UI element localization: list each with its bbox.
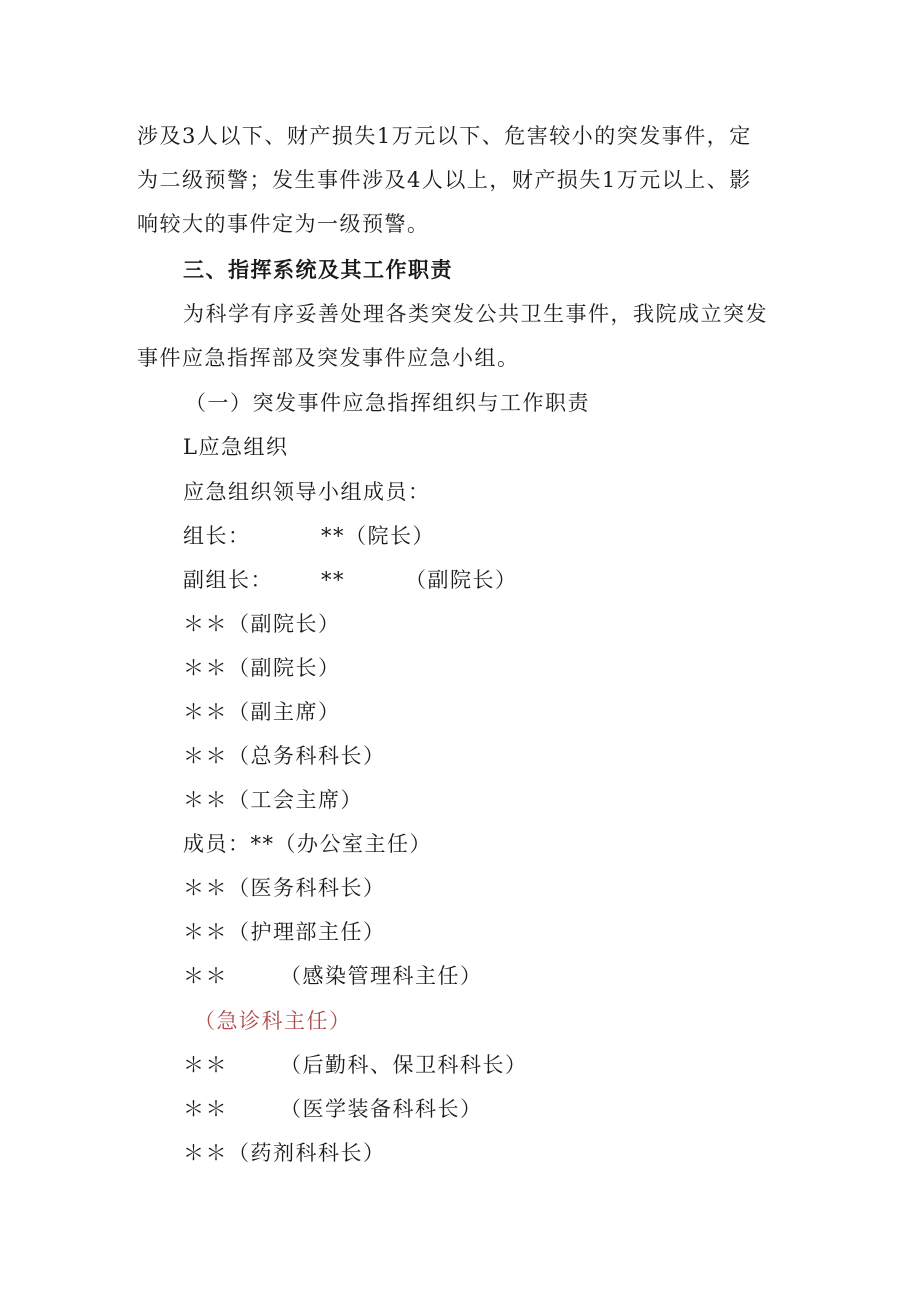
section-heading: 三、指挥系统及其工作职责 [183,257,453,282]
paragraph-line: 涉及3人以下、财产损失1万元以下、危害较小的突发事件，定 [137,124,752,148]
list-item: ＊＊（护理部主任） [183,920,386,944]
list-item [183,1093,483,1123]
list-item [183,960,483,990]
list-item: ＊＊（副院长） [183,656,341,680]
list-item: ＊＊（副主席） [183,700,341,724]
member-title: （后勤科、保卫科科长） [280,1053,528,1077]
list-item: ＊＊（副院长） [183,612,341,636]
member-title: （感染管理科主任） [280,964,483,988]
list-item: ＊＊（工会主席） [183,788,363,812]
deputy-title: （副院长） [405,568,518,592]
member-name: ＊＊ [183,1097,228,1121]
deputy-leader-row [183,564,518,594]
deputy-label: 副组长： [183,568,273,592]
paragraph-line: 响较大的事件定为一级预警。 [137,212,430,236]
paragraph-line: 事件应急指挥部及突发事件应急小组。 [137,346,520,370]
list-item [183,1049,528,1079]
member-title: （医学装备科科长） [280,1097,483,1121]
subsection-heading: （一）突发事件应急指挥组织与工作职责 [185,391,590,415]
leader-label: 组长： [183,524,251,548]
list-item: ＊＊（医务科科长） [183,876,386,900]
list-item-label: L应急组织 [183,435,289,459]
group-members-label: 应急组织领导小组成员： [183,480,431,504]
leader-name: **（院长） [321,524,435,548]
deputy-name: ** [321,568,345,592]
member-name: ＊＊ [183,964,228,988]
list-item: ＊＊（药剂科科长） [183,1141,386,1165]
highlighted-list-item: （急诊科主任） [194,1009,352,1033]
list-item: ＊＊（总务科科长） [183,744,386,768]
leader-row [183,520,435,550]
paragraph-line: 为二级预警；发生事件涉及4人以上，财产损失1万元以上、影 [137,168,752,192]
members-label: 成员：**（办公室主任） [183,832,432,856]
paragraph-line: 为科学有序妥善处理各类突发公共卫生事件，我院成立突发 [183,302,768,326]
member-name: ＊＊ [183,1053,228,1077]
